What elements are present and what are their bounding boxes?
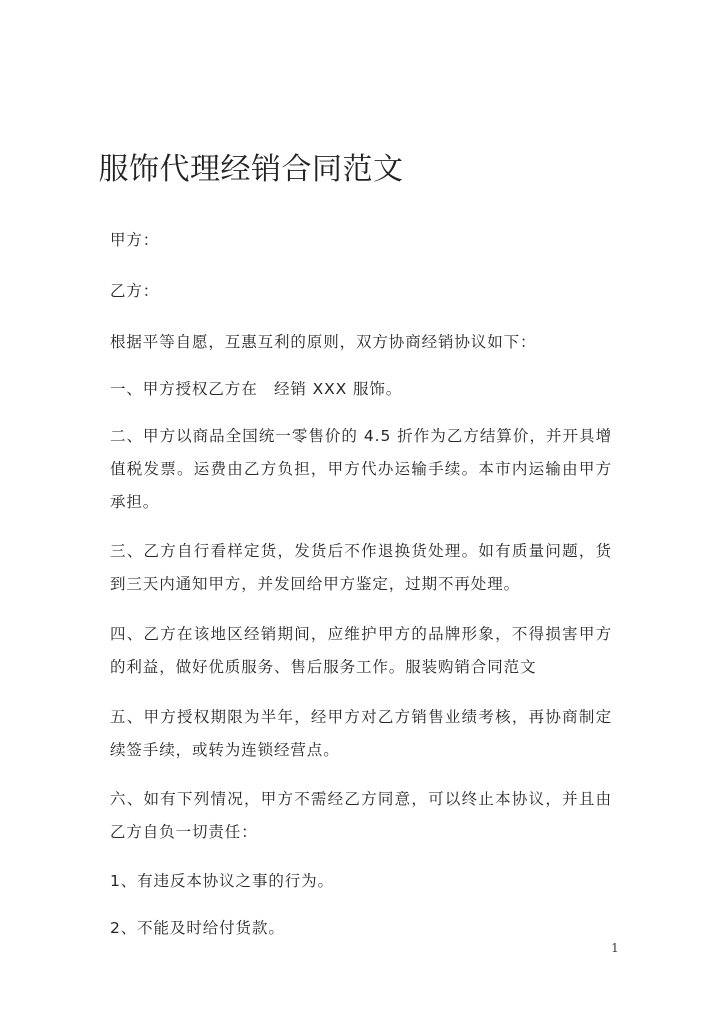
paragraph-party-a: 甲方： <box>110 230 160 249</box>
paragraph-party-b: 乙方： <box>110 281 160 300</box>
paragraph-clause-5: 五、甲方授权期限为半年，经甲方对乙方销售业绩考核，再协商制定续签手续，或转为连锁经营点。 <box>110 707 612 759</box>
page-title: 服饰代理经销合同范文 <box>98 152 404 187</box>
paragraph-clause-3: 三、乙方自行看样定货，发货后不作退换货处理。如有质量问题，货到三天内通知甲方，并发回给甲方鉴定，过期不再处理。 <box>110 541 612 593</box>
paragraph-clause-2: 二、甲方以商品全国统一零售价的 4.5 折作为乙方结算价，并开具增值税发票。运费由乙方负担，甲方代办运输手续。本市内运输由甲方承担。 <box>110 426 612 511</box>
paragraph-sub-item-1: 1、有违反本协议之事的行为。 <box>110 871 334 890</box>
paragraph-clause-1: 一、甲方授权乙方在 经销 XXX 服饰。 <box>110 379 403 398</box>
page-number: 1 <box>611 941 619 955</box>
paragraph-preamble: 根据平等自愿，互惠互利的原则，双方协商经销协议如下： <box>110 332 537 351</box>
paragraph-clause-6: 六、如有下列情况，甲方不需经乙方同意，可以终止本协议，并且由乙方自负一切责任： <box>110 789 612 841</box>
paragraph-sub-item-2: 2、不能及时给付货款。 <box>110 918 285 937</box>
paragraph-clause-4: 四、乙方在该地区经销期间，应维护甲方的品牌形象，不得损害甲方的利益，做好优质服务、售后服务工作。服装购销合同范文 <box>110 624 612 676</box>
